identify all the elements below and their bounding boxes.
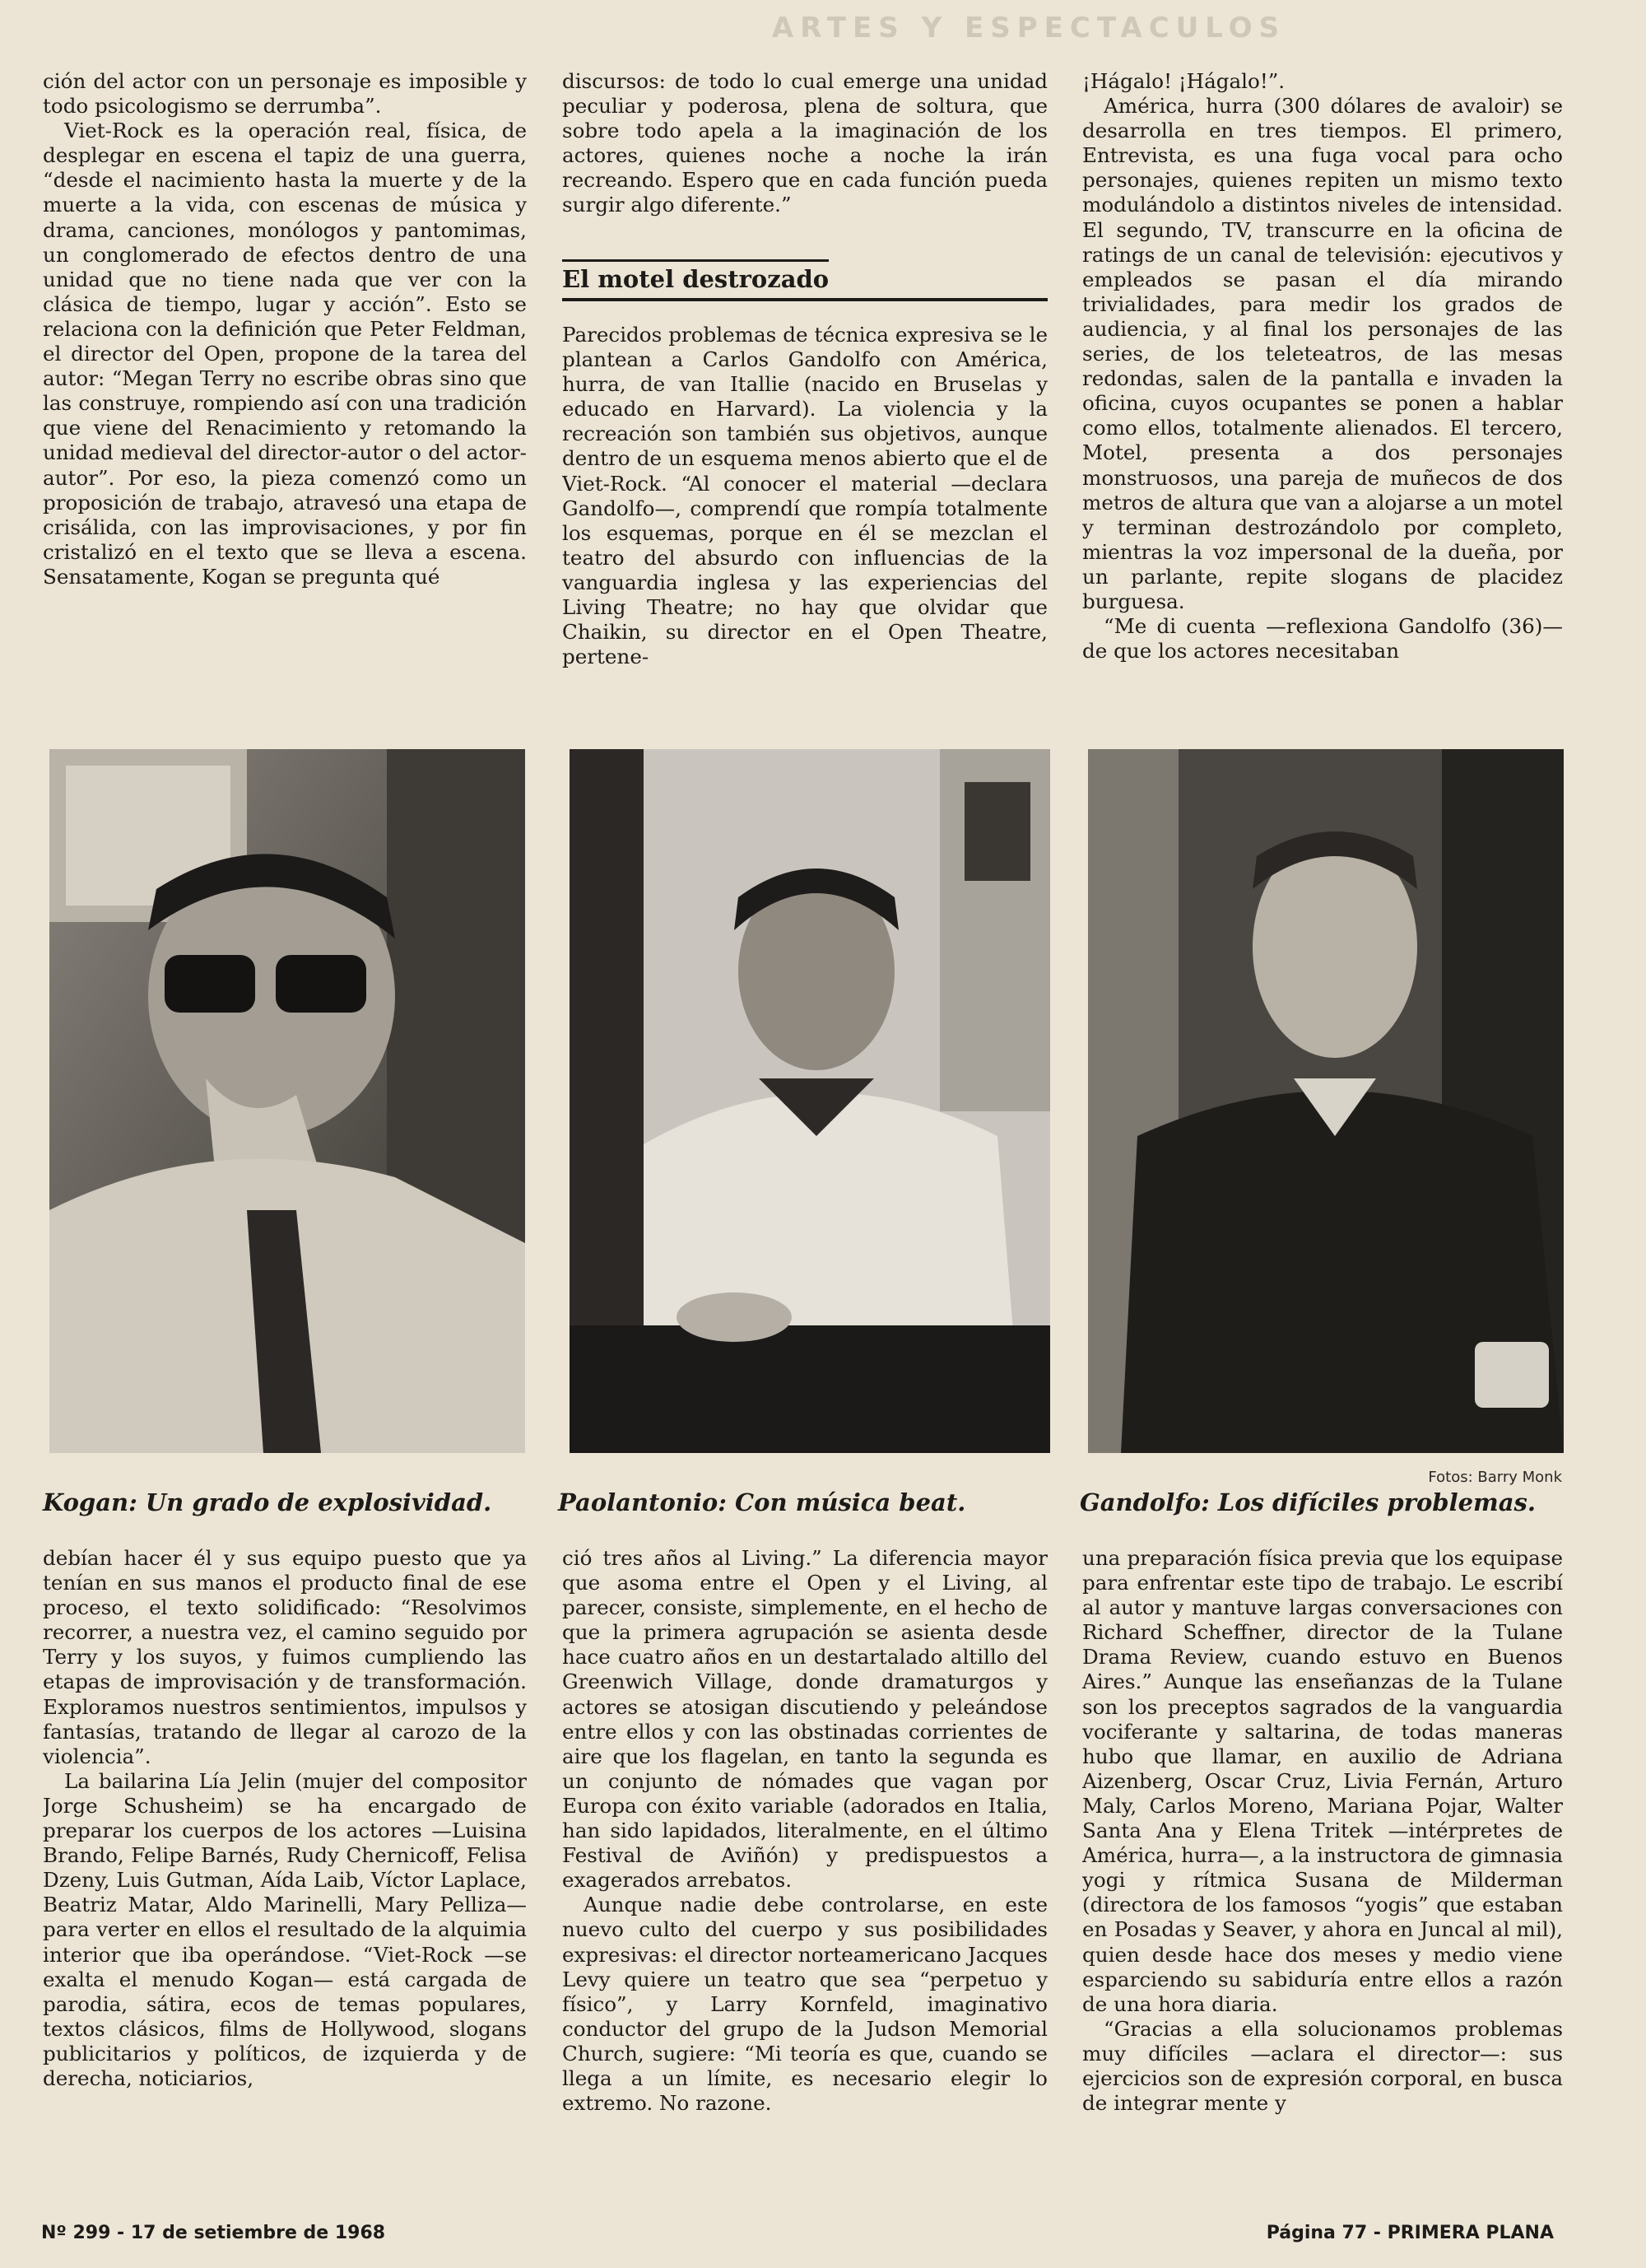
section-subheading <box>562 265 1048 301</box>
paragraph: Viet-Rock es la operación real, física, de desplegar en escena el tapiz de una guerra, “desde el nacimiento hasta la muerte y de la muerte a la vida, con escenas de música y drama, canciones, monólogos y pantomimas, un conglomerado de efectos dentro de una unidad que no tiene nada que ver con la clásica de tiempo, lugar y acción”. Esto se relaciona con la definición que Peter Feldman, el director del Open, propone de la tarea del autor: “Megan Terry no escribe obras sino que las construye, rompiendo así con una tradición que viene del Renacimiento y retomando la unidad medieval del director-autor o del actor-autor”. Por eso, la pieza comenzó como un proposición de trabajo, atravesó una etapa de crisálida, con las improvisaciones, y por fin cristalizó en el texto que se lleva a escena. Sensatamente, Kogan se pregunta qué <box>43 119 527 589</box>
caption-paolantonio: Paolantonio: Con música beat. <box>558 1488 966 1516</box>
photo-gandolfo <box>1088 749 1564 1453</box>
portrait-paolantonio-image <box>570 749 1050 1453</box>
column-1-bottom <box>43 1546 527 2205</box>
footer-page-number: Página 77 - PRIMERA PLANA <box>1266 2223 1554 2243</box>
photo-credit: Fotos: Barry Monk <box>1428 1469 1562 1486</box>
portrait-kogan-image <box>49 749 525 1453</box>
column-2-after-subhead <box>562 323 1048 734</box>
paragraph: debían hacer él y sus equipo puesto que ya tenían en sus manos el producto final de ese proceso, el texto solidificado: “Resolvimos recorrer, a nuestra vez, el camino seguido por Terry y los suyos, y fuimos cumpliendo las etapas de improvisación y de transformación. Exploramos nuestros sentimientos, impulsos y fantasías, tratando de llegar al carozo de la violencia”. <box>43 1546 527 1768</box>
paragraph: discursos: de todo lo cual emerge una unidad peculiar y poderosa, plena de soltura, que sobre todo apela a la imaginación de los actores, quienes noche a noche la irán recreando. Espero que en cada función pueda surgir algo diferente.” <box>562 69 1048 217</box>
paragraph: La bailarina Lía Jelin (mujer del compositor Jorge Schusheim) se ha encargado de preparar los cuerpos de los actores —Luisina Brando, Felipe Barnés, Rudy Chernicoff, Felisa Dzeny, Luis Gutman, Aída Laib, Víctor Laplace, Beatriz Matar, Aldo Marinelli, Mary Pelliza— para verter en ellos el resultado de la alquimia interior que iba operándose. “Viet-Rock —se exalta el menudo Kogan— está cargada de parodia, sátira, ecos de temas populares, textos clásicos, films de Hollywood, slogans publicitarios y políticos, de izquierda y de derecha, noticiarios, <box>43 1768 527 2090</box>
photo-kogan <box>49 749 525 1453</box>
photo-paolantonio <box>570 749 1050 1453</box>
running-head: ARTES Y ESPECTACULOS <box>771 12 1286 44</box>
paragraph: Aunque nadie debe controlarse, en este nuevo culto del cuerpo y sus posibilidades expresivas: el director norteamericano Jacques Levy quiere un teatro que sea “perpetuo y físico”, y Larry Kornfeld, imaginativo conductor del grupo de la Judson Memorial Church, sugiere: “Mi teoría es que, cuando se llega a un límite, es necesario elegir lo extremo. No razone. <box>562 1893 1048 2116</box>
caption-gandolfo: Gandolfo: Los difíciles problemas. <box>1080 1488 1536 1516</box>
column-2-top <box>562 69 1048 291</box>
subheading-text: El motel destrozado <box>562 259 829 293</box>
column-3-bottom <box>1082 1546 1563 2205</box>
paragraph: ción del actor con un personaje es imposible y todo psicologismo se derrumba”. <box>43 69 527 119</box>
paragraph: América, hurra (300 dólares de avaloir) se desarrolla en tres tiempos. El primero, Entrevista, es una fuga vocal para ocho personajes, quienes repiten un mismo texto modulándolo a distintos niveles de intensidad. El segundo, TV, transcurre en la oficina de ratings de un canal de televisión: ejecutivos y empleados se pasan el día mirando trivialidades, para medir los grados de audiencia, y al final los personajes de las series, de los teleteatros, de las mesas redondas, salen de la pantalla e invaden la oficina, cuyos ocupantes se ponen a hablar como ellos, totalmente alienados. El tercero, Motel, presenta a dos personajes monstruosos, una pareja de muñecos de dos metros de altura que van a alojarse a un motel y terminan destrozándolo por completo, mientras la voz impersonal de la dueña, por un parlante, repite slogans de placidez burguesa. <box>1082 94 1563 613</box>
portrait-gandolfo-image <box>1088 749 1564 1453</box>
paragraph: ció tres años al Living.” La diferencia mayor que asoma entre el Open y el Living, al parecer, consiste, simplemente, en el hecho de que la primera agrupación se asienta desde hace cuatro años en un destartalado altillo del Greenwich Village, donde dramaturgos y actores se atosigan discutiendo y peleándose entre ellos y con las obstinadas corrientes de aire que los flagelan, en tanto la segunda es un conjunto de nómades que vagan por Europa con éxito variable (adorados en Italia, han sido lapidados, literalmente, en el último Festival de Aviñón) y predispuestos a exagerados arrebatos. <box>562 1546 1048 1893</box>
paragraph: Parecidos problemas de técnica expresiva se le plantean a Carlos Gandolfo con América, hurra, de van Itallie (nacido en Bruselas y educado en Harvard). La violencia y la recreación son también sus objetivos, aunque dentro de un esquema menos abierto que el de Viet-Rock. “Al conocer el material —declara Gandolfo—, comprendí que rompía totalmente los esquemas, porque en él se mezclan el teatro del absurdo con influencias de la vanguardia inglesa y las experiencias del Living Theatre; no hay que olvidar que Chaikin, su director en el Open Theatre, pertene- <box>562 323 1048 669</box>
footer-issue-date: Nº 299 - 17 de setiembre de 1968 <box>41 2223 386 2243</box>
paragraph: “Me di cuenta —reflexiona Gandolfo (36)— de que los actores necesitaban <box>1082 614 1563 664</box>
paragraph: una preparación física previa que los equipase para enfrentar este tipo de trabajo. Le escribí al autor y mantuve largas conversaciones con Richard Scheffner, director de la Tulane Drama Review, cuando estuvo en Buenos Aires.” Aunque las enseñanzas de la Tulane son los preceptos sagrados de la vanguardia vociferante y saltarina, de todas maneras hubo que llamar, en auxilio de Adriana Aizenberg, Oscar Cruz, Livia Fernán, Arturo Maly, Carlos Moreno, Mariana Pojar, Walter Santa Ana y Elena Tritek —intérpretes de América, hurra—, a la instructora de gimnasia yogi y rítmica Susana de Milderman (directora de los famosos “yogis” que estaban en Posadas y Seaver, y ahora en Juncal al mil), quien desde hace dos meses y medio viene esparciendo su sabiduría entre ellos a razón de una hora diaria. <box>1082 1546 1563 2016</box>
column-2-bottom <box>562 1546 1048 2205</box>
paragraph: “Gracias a ella solucionamos problemas muy difíciles —aclara el director—: sus ejercicios son de expresión corporal, en busca de integrar mente y <box>1082 2016 1563 2116</box>
column-1-top <box>43 69 527 734</box>
caption-kogan: Kogan: Un grado de explosividad. <box>43 1488 492 1516</box>
paragraph: ¡Hágalo! ¡Hágalo!”. <box>1082 69 1286 93</box>
column-3-top <box>1082 69 1563 734</box>
